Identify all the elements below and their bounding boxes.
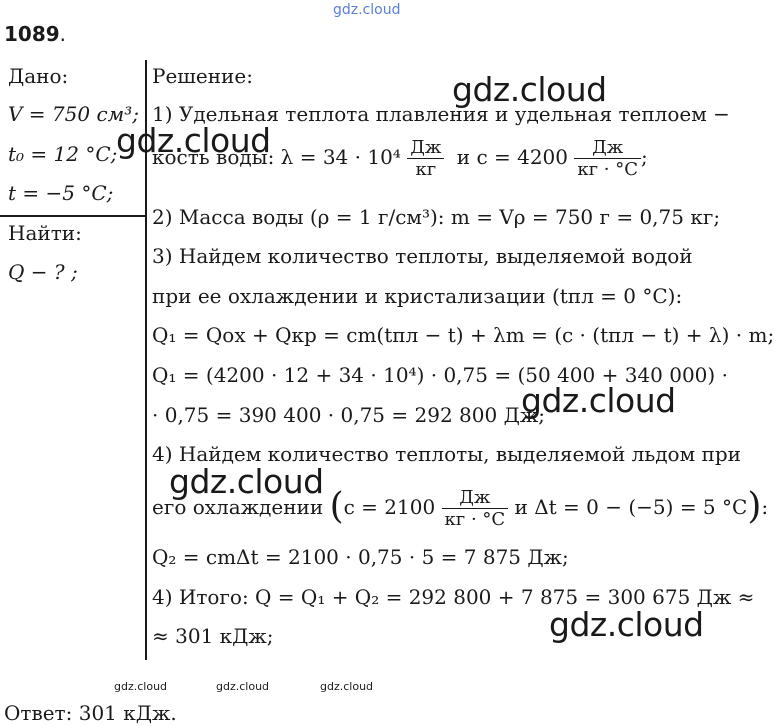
solution-step3-formula: Q₁ = Qох + Qкр = cm(tпл − t) + λm = (c · (tпл − t) + λ) · m;: [152, 323, 774, 347]
watermark-large-5: gdz.cloud: [549, 605, 704, 644]
watermark-large-2: gdz.cloud: [116, 121, 271, 160]
given-heading: Дано:: [8, 64, 69, 88]
solution-step3-calc1: Q₁ = (4200 · 12 + 34 · 10⁴) · 0,75 = (50 400 + 340 000) ·: [152, 363, 728, 387]
given-volume: V = 750 см³;: [8, 102, 139, 126]
frac-numerator: Дж: [459, 487, 491, 508]
frac-numerator: Дж: [592, 137, 624, 158]
frac-denominator: кг · °C: [574, 158, 641, 180]
step4-end: :: [761, 495, 769, 519]
frac-denominator: кг · °C: [442, 508, 509, 530]
given-initial-temperature: t₀ = 12 °C;: [8, 142, 118, 166]
watermark-large-4: gdz.cloud: [169, 462, 324, 501]
watermark-large-3: gdz.cloud: [521, 381, 676, 420]
step4-c: c = 2100: [343, 495, 436, 519]
find-quantity: Q − ? ;: [8, 260, 78, 284]
step4-delta-t: и Δt = 0 − (−5) = 5 °C: [514, 495, 748, 519]
step1-fraction-c-unit: [574, 137, 641, 180]
solution-total-line1: 4) Итого: Q = Q₁ + Q₂ = 292 800 + 7 875 = 300 675 Дж ≈: [152, 585, 755, 609]
table-horizontal-divider: [0, 215, 145, 217]
step1-end: ;: [641, 145, 648, 169]
solution-heading: Решение:: [152, 64, 253, 88]
given-final-temperature: t = −5 °C;: [8, 181, 114, 205]
solution-step3-line1: 3) Найдем количество теплоты, выделяемой водой: [152, 244, 693, 268]
solution-step4-formula: Q₂ = cmΔt = 2100 · 0,75 · 5 = 7 875 Дж;: [152, 545, 569, 569]
step1-c: и c = 4200: [456, 145, 569, 169]
step1-fraction-lambda-unit: [407, 137, 444, 180]
answer: Ответ: 301 кДж.: [4, 701, 177, 725]
solution-step2: 2) Масса воды (ρ = 1 г/см³): m = Vρ = 750 г = 0,75 кг;: [152, 205, 721, 229]
watermark-top: gdz.cloud: [333, 2, 401, 18]
solution-step3-line2: при ее охлаждении и кристализации (tпл = 0 °C):: [152, 284, 683, 308]
watermark-small-1: gdz.cloud: [114, 680, 168, 693]
solution-total-line2: ≈ 301 кДж;: [152, 624, 274, 648]
solution-step1-line1: 1) Удельная теплота плавления и удельная теплоем −: [152, 102, 730, 126]
problem-number: [4, 22, 66, 46]
step4-fraction-c-unit: [442, 487, 509, 530]
frac-denominator: кг: [407, 158, 444, 180]
watermark-small-2: gdz.cloud: [216, 680, 270, 693]
find-heading: Найти:: [8, 221, 82, 245]
solution-step3-calc2: · 0,75 = 390 400 · 0,75 = 292 800 Дж;: [152, 403, 545, 427]
step1-lambda: кость воды: λ = 34 · 10⁴: [152, 145, 401, 169]
watermark-large-1: gdz.cloud: [452, 70, 607, 109]
left-paren: (: [329, 486, 344, 527]
frac-numerator: Дж: [410, 137, 442, 158]
solution-step4-line1: 4) Найдем количество теплоты, выделяемой льдом при: [152, 442, 741, 466]
problem-number-suffix: .: [59, 22, 67, 46]
watermark-small-3: gdz.cloud: [320, 680, 374, 693]
step4-prefix: его охлаждении: [152, 495, 324, 519]
problem-number-value: 1089: [4, 22, 60, 46]
right-paren: ): [747, 486, 762, 527]
